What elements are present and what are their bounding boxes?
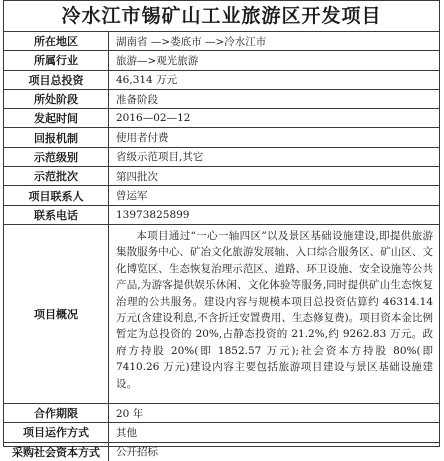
row-label: 项目运作方式 <box>4 423 109 442</box>
row-value: 公开招标 <box>116 446 158 459</box>
row-label: 示范批次 <box>4 167 109 186</box>
table-row <box>4 423 439 442</box>
row-value: 曾运军 <box>109 186 440 205</box>
row-label: 所属行业 <box>4 51 109 70</box>
row-value: 第四批次 <box>109 167 440 186</box>
row-value: 13973825899 <box>109 205 440 224</box>
row-value: 2016—02—12 <box>109 109 440 128</box>
row-label: 采购社会资本方式 <box>4 442 109 461</box>
table-row <box>4 51 439 70</box>
project-info-card <box>3 0 440 459</box>
row-label: 所在地区 <box>4 32 109 51</box>
table-row <box>4 147 439 166</box>
row-value: 20 年 <box>109 403 440 422</box>
table-row <box>4 403 439 422</box>
table-row <box>4 32 439 51</box>
row-value: 其他 <box>109 423 440 442</box>
table-row <box>4 442 439 461</box>
row-label: 合作期限 <box>4 403 109 422</box>
table-row <box>4 186 439 205</box>
table-row <box>4 128 439 147</box>
row-label: 示范级别 <box>4 147 109 166</box>
overview-body: 本项目通过“一心一轴四区”以及景区基础设施建设,即提供旅游集散服务中心、矿冶文化旅游发展轴、入口综合服务区、矿山区、文化博览区、生态恢复治理示范区、道路、环卫设施、安全设施等公共产品,为游客提供娱乐休闲、文化体验等服务,同时提供矿山生态恢复治理的公共服务。建设内容与规模本项目总投资估算约 46314.14 万元(含建设利息,不含折迁安置费用、生态修复费)。项目资本金比例暂定为总投资的 20%,占静态投资的 21.2%,约 9262.83 万元。政府方持股 20%(即 1852.57 万元);社会资本方持股 80%(即 7410.26 万元)建设内容主要包括旅游项目建设与景区基础设施建设。 <box>116 229 433 390</box>
table-row <box>4 70 439 89</box>
row-label: 项目总投资 <box>4 70 109 89</box>
overview-label: 项目概况 <box>4 224 109 403</box>
table-row <box>4 167 439 186</box>
table-row <box>4 205 439 224</box>
row-value: 旅游—>观光旅游 <box>109 51 440 70</box>
overview-row <box>4 224 439 403</box>
row-label: 项目联系人 <box>4 186 109 205</box>
row-value: 省级示范项目,其它 <box>109 147 440 166</box>
row-value: 准备阶段 <box>109 89 440 108</box>
project-info-table <box>4 32 439 461</box>
page-title: 冷水江市锡矿山工业旅游区开发项目 <box>4 1 439 32</box>
row-label: 发起时间 <box>4 109 109 128</box>
table-row <box>4 109 439 128</box>
row-label: 回报机制 <box>4 128 109 147</box>
row-value: 使用者付费 <box>109 128 440 147</box>
overview-text <box>109 224 440 403</box>
row-value: 46,314 万元 <box>109 70 440 89</box>
row-value: 湖南省 —>娄底市 —>冷水江市 <box>109 32 440 51</box>
row-label: 所处阶段 <box>4 89 109 108</box>
table-row <box>4 89 439 108</box>
row-label: 联系电话 <box>4 205 109 224</box>
